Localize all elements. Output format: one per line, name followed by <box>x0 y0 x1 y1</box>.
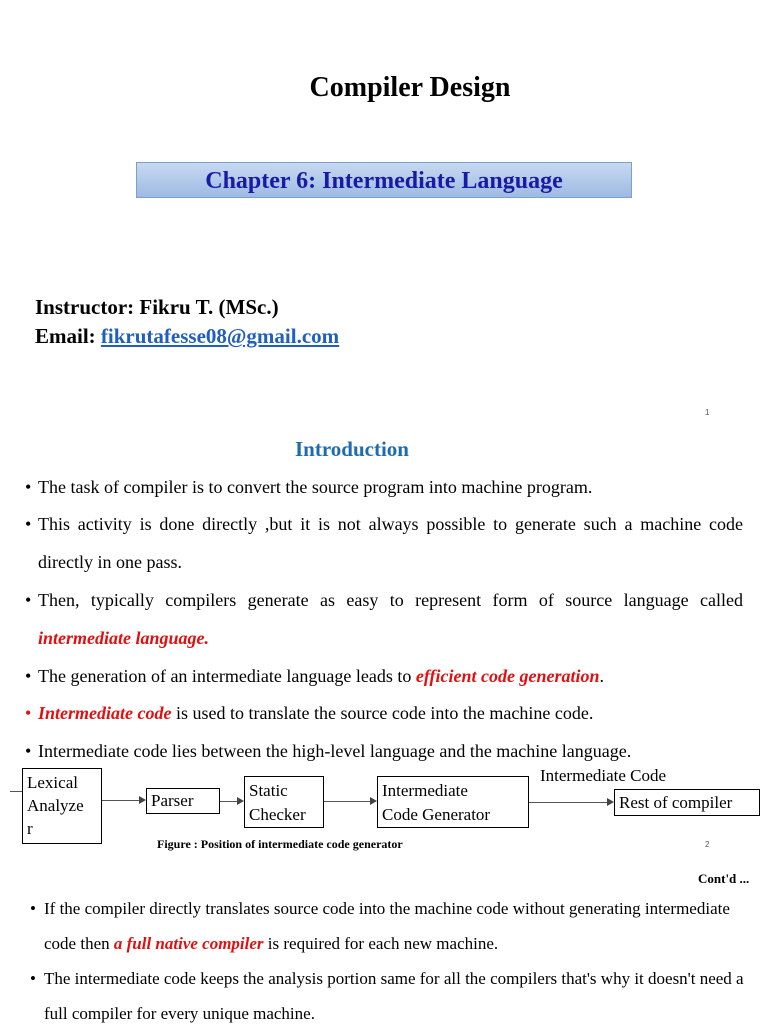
parser-box: Parser <box>146 788 220 814</box>
bullet-item <box>25 582 743 657</box>
continued-label: Cont'd ... <box>698 871 750 886</box>
input-arrow <box>10 791 22 792</box>
chapter-title-banner: Chapter 6: Intermediate Language <box>136 162 632 198</box>
bullet-text: Intermediate code lies between the high-level language and the machine language. <box>38 741 632 761</box>
arrow-icg-to-rest <box>529 802 607 803</box>
arrow-head-icon <box>139 796 146 804</box>
arrow-head-icon <box>237 797 244 805</box>
bullet-item <box>25 695 743 733</box>
intermediate-code-label: Intermediate Code <box>540 766 667 785</box>
arrow-checker-to-icg <box>324 801 370 802</box>
bullet-item <box>25 506 743 581</box>
intermediate-code-generator-box: Intermediate Code Generator <box>377 776 529 828</box>
bullet-item <box>25 469 743 507</box>
bullet-dot: • <box>30 899 36 918</box>
highlight-term: efficient code generation <box>415 666 600 686</box>
figure-caption: Figure : Position of intermediate code generator <box>157 837 403 851</box>
bullet-dot: • <box>25 666 32 686</box>
page-number: 1 <box>705 408 710 417</box>
rest-of-compiler-box: Rest of compiler <box>614 789 760 816</box>
highlight-term: Intermediate code <box>38 703 172 723</box>
static-checker-box: Static Checker <box>244 776 324 828</box>
email-link[interactable]: fikrutafesse08@gmail.com <box>100 324 340 348</box>
bullet-text: The intermediate code keeps the analysis portion same for all the compilers that's why it doesn't need a full compiler for every unique machine. <box>44 969 744 1023</box>
bullet-dot: • <box>30 969 36 988</box>
slide-title: Compiler Design <box>309 72 511 103</box>
bullet-text: The task of compiler is to convert the source program into machine program. <box>38 477 593 497</box>
bullet-item <box>30 961 748 1031</box>
bullet-dot: • <box>25 590 32 610</box>
bullet-item <box>25 658 743 696</box>
bullet-text: This activity is done directly ,but it is not always possible to generate such a machine code directly in one pass. <box>38 514 743 572</box>
bullet-text: Then, typically compilers generate as easy to represent form of source language called intermediate language. <box>38 590 743 648</box>
arrow-parser-to-checker <box>220 801 237 802</box>
arrow-head-icon <box>607 798 614 806</box>
arrow-head-icon <box>370 797 377 805</box>
bullet-item <box>30 891 748 961</box>
section-title: Introduction <box>295 437 409 461</box>
bullet-dot: • <box>25 477 32 497</box>
page-number: 2 <box>705 840 710 849</box>
bullet-dot: • <box>25 703 32 723</box>
email-label: Email: <box>35 324 96 348</box>
bullet-text: If the compiler directly translates source code into the machine code without generating intermediate code then a full native compiler is required for each new machine. <box>44 899 730 953</box>
instructor-line: Instructor: Fikru T. (MSc.) <box>35 295 279 319</box>
bullet-text: Intermediate code is used to translate the source code into the machine code. <box>38 703 594 723</box>
bullet-dot: • <box>25 514 32 534</box>
lexical-analyzer-box: Lexical Analyze r <box>22 768 102 844</box>
arrow-lexical-to-parser <box>102 800 139 801</box>
bullet-item <box>25 733 743 771</box>
highlight-term: intermediate language. <box>38 627 209 648</box>
bullet-text: The generation of an intermediate language leads to efficient code generation. <box>38 666 604 686</box>
email-line <box>35 324 339 349</box>
highlight-term: a full native compiler <box>113 934 264 953</box>
bullet-dot: • <box>25 741 32 761</box>
